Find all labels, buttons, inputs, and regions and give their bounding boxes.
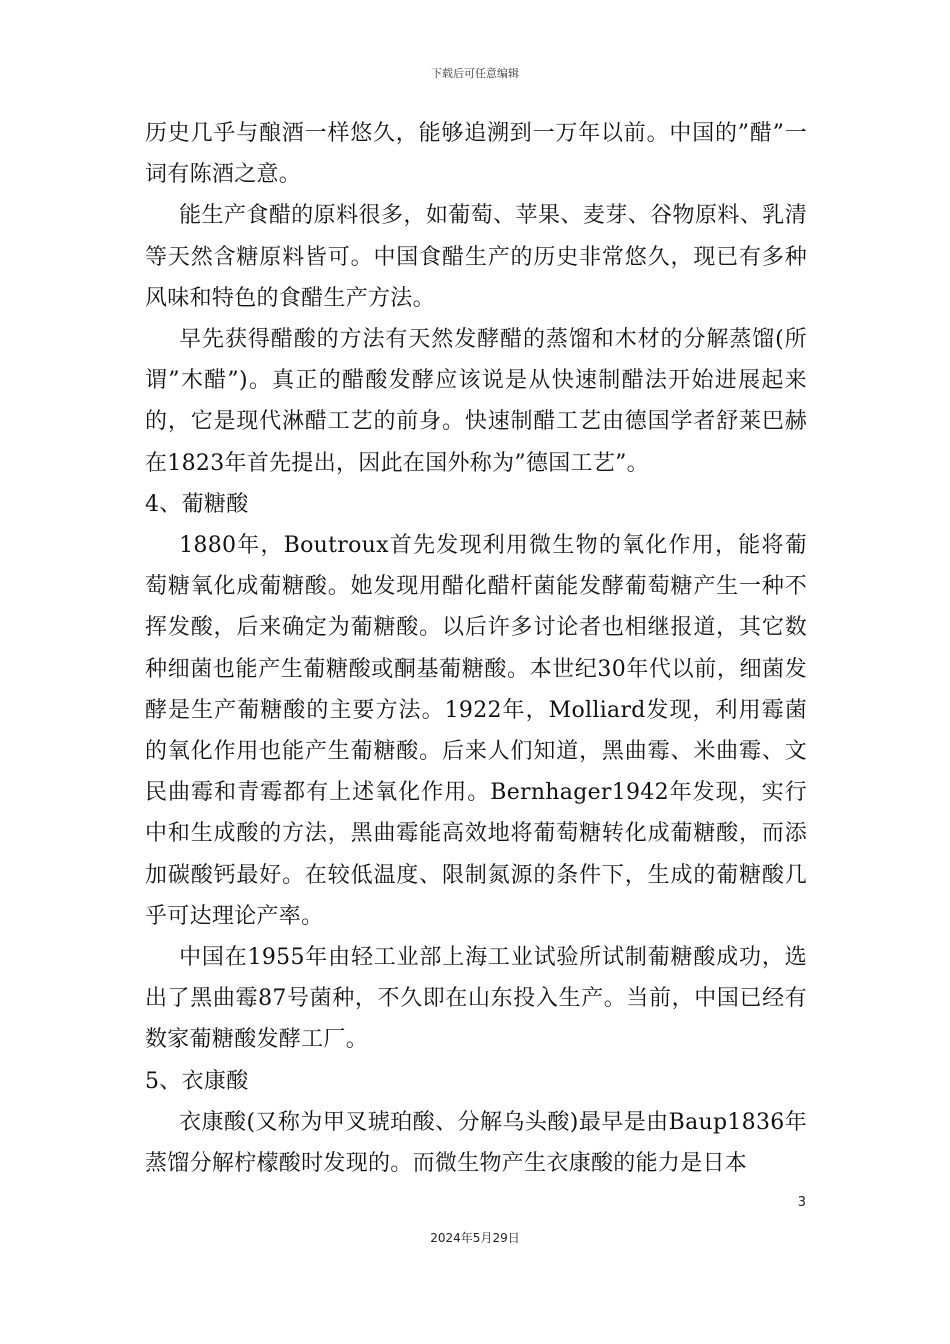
section-heading-gluconic-acid: 4、葡糖酸 (145, 491, 249, 517)
paragraph-3: 早先获得醋酸的方法有天然发酵醋的蒸馏和木材的分解蒸馏(所谓”木醋”)。真正的醋酸发酵应该说是从快速制醋法开始进展起来的，它是现代淋醋工艺的前身。快速制醋工艺由德国学者舒莱巴赫在1823年首先提出，因此在国外称为”德国工艺”。 (145, 327, 807, 476)
paragraph-2: 能生产食醋的原料很多，如葡萄、苹果、麦芽、谷物原料、乳清等天然含糖原料皆可。中国食醋生产的历史非常悠久，现已有多种风味和特色的食醋生产方法。 (145, 203, 807, 311)
paragraph-5: 中国在1955年由轻工业部上海工业试验所试制葡糖酸成功，选出了黑曲霉87号菌种，不久即在山东投入生产。当前，中国已经有数家葡糖酸发酵工厂。 (145, 945, 807, 1053)
paragraph-6: 衣康酸(又称为甲叉琥珀酸、分解乌头酸)最早是由Baup1836年蒸馏分解柠檬酸时发现的。而微生物产生衣康酸的能力是日本 (145, 1109, 807, 1177)
page-footer-date: 2024年5月29日 (430, 1231, 520, 1245)
document-body (145, 113, 807, 1184)
paragraph-4: 1880年，Boutroux首先发现利用微生物的氧化作用，能将葡萄糖氧化成葡糖酸。她发现用醋化醋杆菌能发酵葡萄糖产生一种不挥发酸，后来确定为葡糖酸。以后许多讨论者也相继报道，其它数种细菌也能产生葡糖酸或酮基葡糖酸。本世纪30年代以前，细菌发酵是生产葡糖酸的主要方法。1922年，Molliard发现，利用霉菌的氧化作用也能产生葡糖酸。后来人们知道，黑曲霉、米曲霉、文民曲霉和青霉都有上述氧化作用。Bernhager1942年发现，实行中和生成酸的方法，黑曲霉能高效地将葡萄糖转化成葡糖酸，而添加碳酸钙最好。在较低温度、限制氮源的条件下，生成的葡糖酸几乎可达理论产率。 (145, 533, 807, 929)
page-header: 下载后可任意编辑 (431, 67, 519, 80)
paragraph-1: 历史几乎与酿酒一样悠久，能够追溯到一万年以前。中国的”醋”一词有陈酒之意。 (145, 121, 807, 188)
section-heading-itaconic-acid: 5、衣康酸 (145, 1068, 249, 1094)
page-number: 3 (797, 1195, 806, 1210)
